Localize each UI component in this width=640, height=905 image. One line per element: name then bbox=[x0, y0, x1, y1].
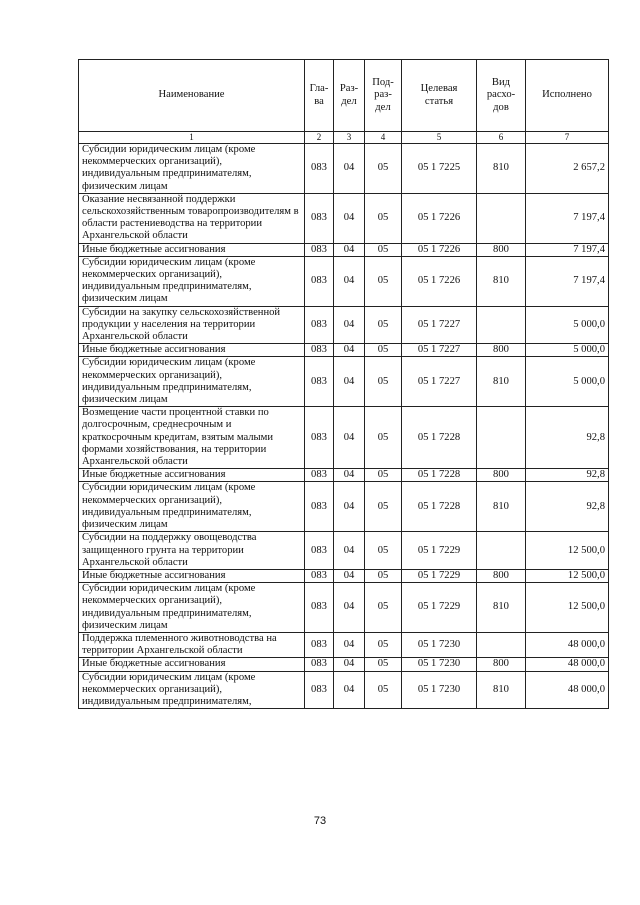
col-header-type bbox=[477, 60, 526, 132]
row-chapter: 083 bbox=[305, 256, 334, 306]
row-subsection: 05 bbox=[365, 569, 402, 582]
row-target: 05 1 7228 bbox=[402, 469, 477, 482]
row-chapter: 083 bbox=[305, 306, 334, 344]
table-row bbox=[79, 243, 609, 256]
row-chapter: 083 bbox=[305, 407, 334, 469]
row-executed: 7 197,4 bbox=[526, 243, 609, 256]
row-executed: 7 197,4 bbox=[526, 193, 609, 243]
row-target: 05 1 7228 bbox=[402, 407, 477, 469]
row-target: 05 1 7227 bbox=[402, 344, 477, 357]
row-type bbox=[477, 532, 526, 570]
row-subsection: 05 bbox=[365, 256, 402, 306]
row-name: Субсидии на закупку сельскохозяйственной продукции у населения на территории Архангельской области bbox=[79, 306, 305, 344]
row-type: 810 bbox=[477, 144, 526, 194]
row-target: 05 1 7230 bbox=[402, 658, 477, 671]
row-executed: 48 000,0 bbox=[526, 671, 609, 709]
row-target: 05 1 7226 bbox=[402, 256, 477, 306]
row-section: 04 bbox=[334, 658, 365, 671]
row-chapter: 083 bbox=[305, 144, 334, 194]
row-chapter: 083 bbox=[305, 243, 334, 256]
row-name: Субсидии юридическим лицам (кроме некоммерческих организаций), индивидуальным предпринимателям, физическим лицам bbox=[79, 144, 305, 194]
row-name: Субсидии юридическим лицам (кроме некоммерческих организаций), индивидуальным предпринимателям, физическим лицам bbox=[79, 583, 305, 633]
row-type: 810 bbox=[477, 357, 526, 407]
row-name: Субсидии на поддержку овощеводства защищенного грунта на территории Архангельской области bbox=[79, 532, 305, 570]
table-row bbox=[79, 569, 609, 582]
row-subsection: 05 bbox=[365, 144, 402, 194]
row-name: Поддержка племенного животноводства на территории Архангельской области bbox=[79, 632, 305, 657]
row-name: Субсидии юридическим лицам (кроме некоммерческих организаций), индивидуальным предпринимателям, bbox=[79, 671, 305, 709]
row-subsection: 05 bbox=[365, 632, 402, 657]
row-target: 05 1 7226 bbox=[402, 193, 477, 243]
row-type: 810 bbox=[477, 671, 526, 709]
row-executed: 7 197,4 bbox=[526, 256, 609, 306]
table-body bbox=[79, 144, 609, 709]
col-header-name-text: Наименование bbox=[158, 89, 225, 101]
row-subsection: 05 bbox=[365, 344, 402, 357]
budget-table bbox=[78, 59, 609, 709]
row-type bbox=[477, 193, 526, 243]
row-target: 05 1 7229 bbox=[402, 532, 477, 570]
row-name: Субсидии юридическим лицам (кроме некоммерческих организаций), индивидуальным предпринимателям, физическим лицам bbox=[79, 482, 305, 532]
row-executed: 92,8 bbox=[526, 407, 609, 469]
row-subsection: 05 bbox=[365, 193, 402, 243]
table-row bbox=[79, 306, 609, 344]
row-section: 04 bbox=[334, 671, 365, 709]
row-executed: 48 000,0 bbox=[526, 658, 609, 671]
col-header-name bbox=[79, 60, 305, 132]
row-section: 04 bbox=[334, 306, 365, 344]
row-name: Субсидии юридическим лицам (кроме некоммерческих организаций), индивидуальным предпринимателям, физическим лицам bbox=[79, 256, 305, 306]
row-executed: 2 657,2 bbox=[526, 144, 609, 194]
row-section: 04 bbox=[334, 632, 365, 657]
row-section: 04 bbox=[334, 583, 365, 633]
column-number: 4 bbox=[365, 132, 402, 144]
row-name: Иные бюджетные ассигнования bbox=[79, 569, 305, 582]
column-number: 6 bbox=[477, 132, 526, 144]
row-type: 800 bbox=[477, 569, 526, 582]
row-subsection: 05 bbox=[365, 482, 402, 532]
table-row bbox=[79, 193, 609, 243]
row-executed: 5 000,0 bbox=[526, 357, 609, 407]
row-target: 05 1 7226 bbox=[402, 243, 477, 256]
row-chapter: 083 bbox=[305, 658, 334, 671]
col-header-type-text: Вид расхо- дов bbox=[486, 77, 516, 113]
row-name: Иные бюджетные ассигнования bbox=[79, 658, 305, 671]
col-header-target-text: Целевая статья bbox=[420, 83, 458, 107]
row-type bbox=[477, 632, 526, 657]
row-name: Иные бюджетные ассигнования bbox=[79, 469, 305, 482]
row-type: 810 bbox=[477, 256, 526, 306]
row-subsection: 05 bbox=[365, 583, 402, 633]
row-section: 04 bbox=[334, 569, 365, 582]
row-name: Иные бюджетные ассигнования bbox=[79, 344, 305, 357]
row-section: 04 bbox=[334, 344, 365, 357]
row-target: 05 1 7230 bbox=[402, 671, 477, 709]
row-type: 800 bbox=[477, 243, 526, 256]
row-section: 04 bbox=[334, 256, 365, 306]
row-executed: 92,8 bbox=[526, 482, 609, 532]
col-header-section bbox=[334, 60, 365, 132]
row-subsection: 05 bbox=[365, 306, 402, 344]
row-name: Иные бюджетные ассигнования bbox=[79, 243, 305, 256]
row-chapter: 083 bbox=[305, 357, 334, 407]
row-executed: 12 500,0 bbox=[526, 583, 609, 633]
row-subsection: 05 bbox=[365, 243, 402, 256]
column-number: 1 bbox=[79, 132, 305, 144]
row-chapter: 083 bbox=[305, 193, 334, 243]
row-executed: 12 500,0 bbox=[526, 569, 609, 582]
row-subsection: 05 bbox=[365, 357, 402, 407]
col-header-subsection-text: Под- раз- дел bbox=[372, 77, 394, 113]
row-type: 800 bbox=[477, 658, 526, 671]
table-row bbox=[79, 469, 609, 482]
row-executed: 12 500,0 bbox=[526, 532, 609, 570]
row-chapter: 083 bbox=[305, 532, 334, 570]
row-type: 800 bbox=[477, 469, 526, 482]
table-row bbox=[79, 407, 609, 469]
row-target: 05 1 7228 bbox=[402, 482, 477, 532]
page-number: 73 bbox=[313, 815, 327, 827]
table-row bbox=[79, 671, 609, 709]
row-name: Возмещение части процентной ставки по долгосрочным, среднесрочным и краткосрочным кредитам, взятым малыми формами хозяйствования, на территории Архангельской области bbox=[79, 407, 305, 469]
table-row bbox=[79, 144, 609, 194]
row-type bbox=[477, 407, 526, 469]
header-row bbox=[79, 60, 609, 132]
row-subsection: 05 bbox=[365, 532, 402, 570]
row-section: 04 bbox=[334, 482, 365, 532]
table-row bbox=[79, 632, 609, 657]
row-executed: 5 000,0 bbox=[526, 344, 609, 357]
row-chapter: 083 bbox=[305, 469, 334, 482]
column-number: 7 bbox=[526, 132, 609, 144]
table-row bbox=[79, 658, 609, 671]
col-header-chapter bbox=[305, 60, 334, 132]
row-chapter: 083 bbox=[305, 482, 334, 532]
col-header-target bbox=[402, 60, 477, 132]
row-section: 04 bbox=[334, 357, 365, 407]
row-chapter: 083 bbox=[305, 569, 334, 582]
row-chapter: 083 bbox=[305, 583, 334, 633]
row-section: 04 bbox=[334, 193, 365, 243]
column-number: 5 bbox=[402, 132, 477, 144]
table-row bbox=[79, 532, 609, 570]
col-header-executed bbox=[526, 60, 609, 132]
column-number-row bbox=[79, 132, 609, 144]
row-type: 810 bbox=[477, 482, 526, 532]
row-section: 04 bbox=[334, 144, 365, 194]
table-row bbox=[79, 256, 609, 306]
column-number: 2 bbox=[305, 132, 334, 144]
col-header-section-text: Раз- дел bbox=[339, 83, 359, 107]
row-target: 05 1 7230 bbox=[402, 632, 477, 657]
row-name: Оказание несвязанной поддержки сельскохозяйственным товаропроизводителям в области растениеводства на территории Архангельской области bbox=[79, 193, 305, 243]
row-target: 05 1 7227 bbox=[402, 357, 477, 407]
row-subsection: 05 bbox=[365, 469, 402, 482]
row-executed: 48 000,0 bbox=[526, 632, 609, 657]
row-name: Субсидии юридическим лицам (кроме некоммерческих организаций), индивидуальным предпринимателям, физическим лицам bbox=[79, 357, 305, 407]
row-section: 04 bbox=[334, 469, 365, 482]
row-target: 05 1 7229 bbox=[402, 583, 477, 633]
row-target: 05 1 7227 bbox=[402, 306, 477, 344]
table-row bbox=[79, 357, 609, 407]
row-chapter: 083 bbox=[305, 671, 334, 709]
table-row bbox=[79, 482, 609, 532]
row-target: 05 1 7225 bbox=[402, 144, 477, 194]
row-target: 05 1 7229 bbox=[402, 569, 477, 582]
table-row bbox=[79, 583, 609, 633]
row-section: 04 bbox=[334, 243, 365, 256]
row-subsection: 05 bbox=[365, 658, 402, 671]
row-subsection: 05 bbox=[365, 407, 402, 469]
table-row bbox=[79, 344, 609, 357]
row-type: 810 bbox=[477, 583, 526, 633]
row-executed: 5 000,0 bbox=[526, 306, 609, 344]
row-subsection: 05 bbox=[365, 671, 402, 709]
col-header-chapter-text: Гла- ва bbox=[309, 83, 329, 107]
col-header-executed-text: Исполнено bbox=[542, 89, 592, 101]
column-number: 3 bbox=[334, 132, 365, 144]
row-type bbox=[477, 306, 526, 344]
row-section: 04 bbox=[334, 532, 365, 570]
col-header-subsection bbox=[365, 60, 402, 132]
row-chapter: 083 bbox=[305, 344, 334, 357]
row-section: 04 bbox=[334, 407, 365, 469]
row-executed: 92,8 bbox=[526, 469, 609, 482]
row-chapter: 083 bbox=[305, 632, 334, 657]
row-type: 800 bbox=[477, 344, 526, 357]
